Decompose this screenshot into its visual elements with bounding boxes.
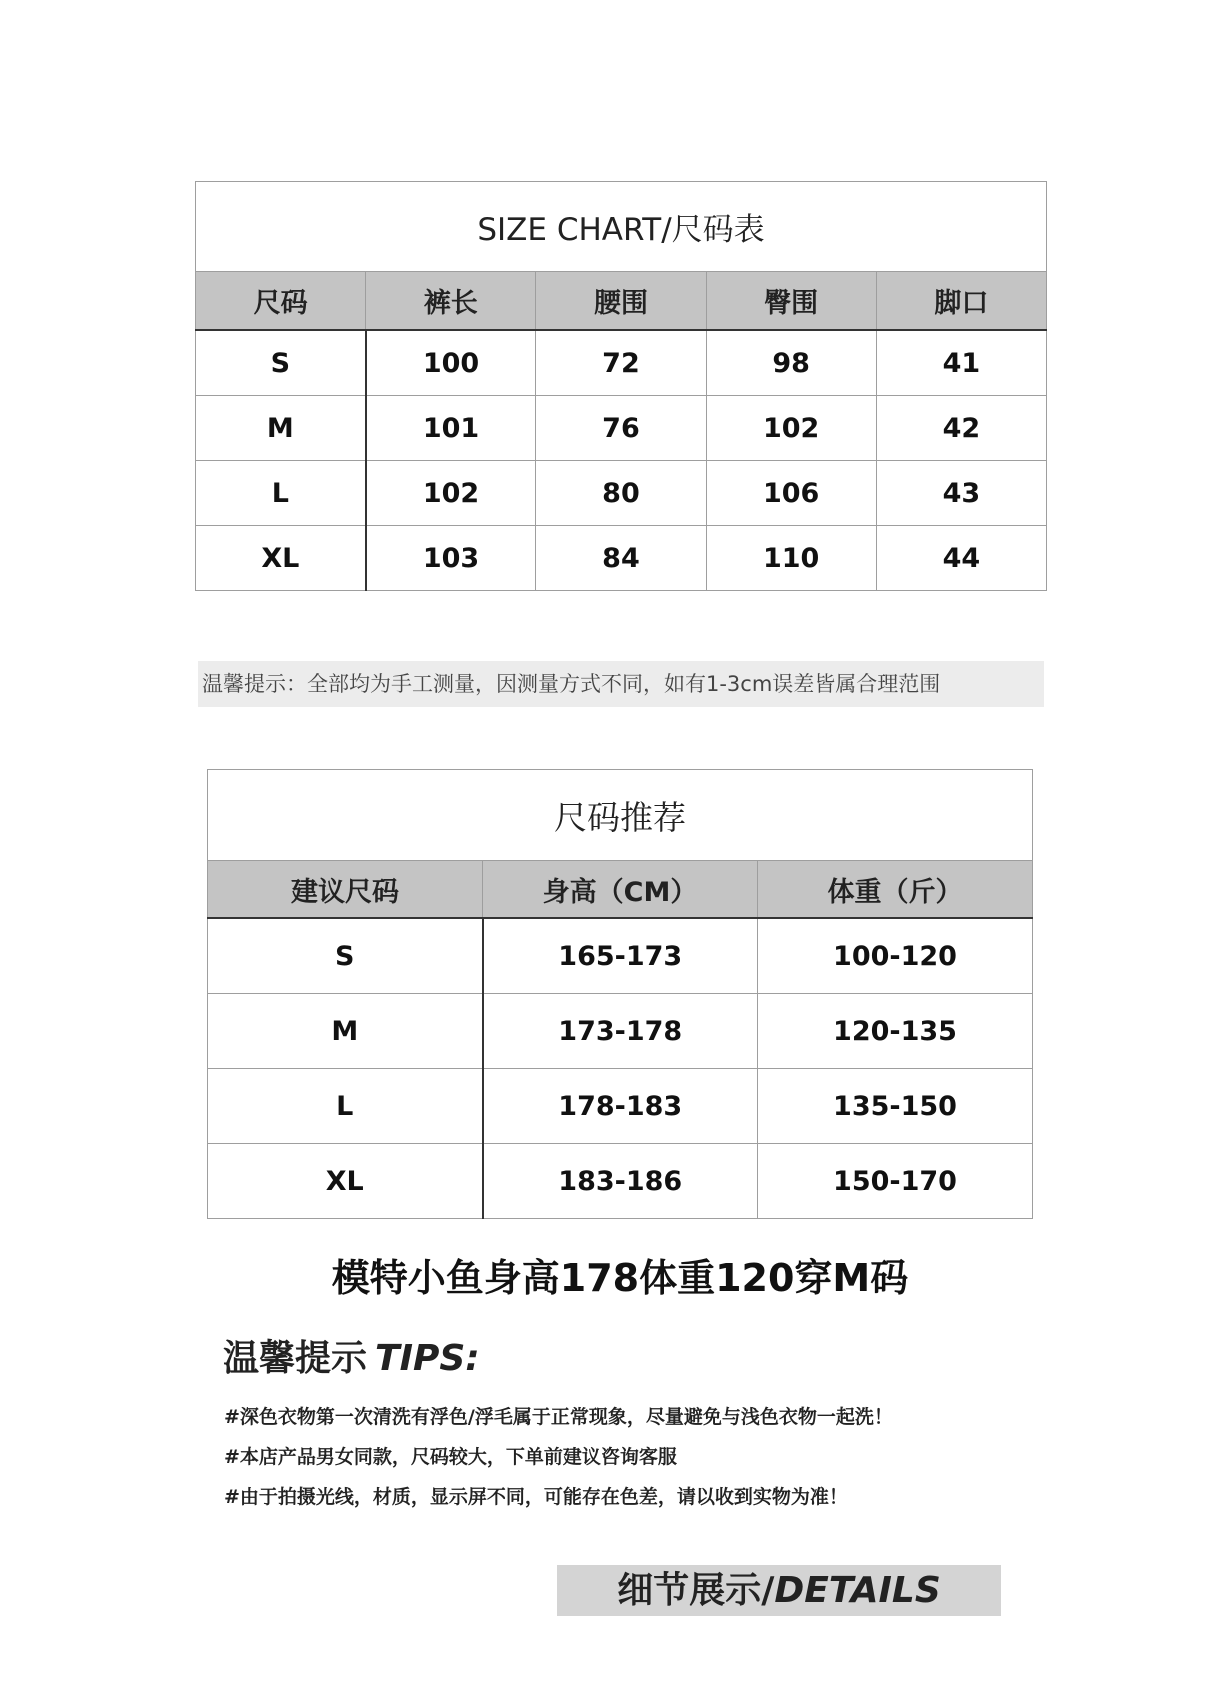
table-row xyxy=(196,330,1047,396)
list-item: #深色衣物第一次清洗有浮色/浮毛属于正常现象，尽量避免与浅色衣物一起洗！ xyxy=(224,1406,893,1428)
table-cell: 120-135 xyxy=(758,994,1033,1069)
table-row xyxy=(196,526,1047,591)
table-cell: 76 xyxy=(536,396,706,461)
column-header: 臀围 xyxy=(706,272,876,331)
table-cell: 110 xyxy=(706,526,876,591)
table-cell: 102 xyxy=(366,461,536,526)
table-cell: M xyxy=(208,994,483,1069)
measurement-notice: 温馨提示：全部均为手工测量，因测量方式不同，如有1-3cm误差皆属合理范围 xyxy=(198,661,1044,707)
details-banner xyxy=(557,1565,1001,1616)
table-cell: 43 xyxy=(876,461,1046,526)
column-header: 身高（CM） xyxy=(483,861,758,919)
model-note: 模特小鱼身高178体重120穿M码 xyxy=(331,1256,909,1300)
table-row xyxy=(196,396,1047,461)
size-recommendation-table xyxy=(207,769,1033,1219)
table-cell: L xyxy=(208,1069,483,1144)
table-cell: L xyxy=(196,461,366,526)
table-cell: XL xyxy=(196,526,366,591)
table-cell: 100-120 xyxy=(758,918,1033,994)
column-header: 建议尺码 xyxy=(208,861,483,919)
table-cell: 41 xyxy=(876,330,1046,396)
table-cell: 178-183 xyxy=(483,1069,758,1144)
table-cell: 106 xyxy=(706,461,876,526)
table-row xyxy=(208,1069,1033,1144)
tips-heading xyxy=(223,1330,480,1381)
table-cell: 72 xyxy=(536,330,706,396)
table-cell: XL xyxy=(208,1144,483,1219)
table-cell: 98 xyxy=(706,330,876,396)
table-row xyxy=(208,1144,1033,1219)
table-cell: 103 xyxy=(366,526,536,591)
column-header: 裤长 xyxy=(366,272,536,331)
list-item: #本店产品男女同款，尺码较大，下单前建议咨询客服 xyxy=(224,1446,677,1468)
column-header: 腰围 xyxy=(536,272,706,331)
size-chart-table xyxy=(195,181,1047,591)
table-cell: 84 xyxy=(536,526,706,591)
column-header: 脚口 xyxy=(876,272,1046,331)
details-banner-en: DETAILS xyxy=(774,1570,941,1611)
column-header: 体重（斤） xyxy=(758,861,1033,919)
table-cell: 42 xyxy=(876,396,1046,461)
table-cell: 173-178 xyxy=(483,994,758,1069)
recommendation-header-row xyxy=(208,861,1033,919)
recommendation-title: 尺码推荐 xyxy=(208,770,1033,861)
column-header: 尺码 xyxy=(196,272,366,331)
tips-list xyxy=(224,1397,893,1517)
size-chart-title: SIZE CHART/尺码表 xyxy=(196,182,1047,272)
list-item: #由于拍摄光线，材质，显示屏不同，可能存在色差，请以收到实物为准！ xyxy=(224,1486,848,1508)
table-cell: 183-186 xyxy=(483,1144,758,1219)
tips-heading-cn: 温馨提示 xyxy=(223,1338,368,1379)
table-cell: M xyxy=(196,396,366,461)
table-cell: 44 xyxy=(942,542,981,574)
table-cell: 80 xyxy=(536,461,706,526)
table-cell: 100 xyxy=(366,330,536,396)
table-cell: 150-170 xyxy=(833,1165,957,1197)
tips-heading-en: TIPS: xyxy=(375,1338,480,1379)
details-banner-cn: 细节展示/ xyxy=(617,1570,775,1611)
table-cell: 135-150 xyxy=(758,1069,1033,1144)
table-row xyxy=(208,918,1033,994)
table-cell: S xyxy=(208,918,483,994)
table-cell: 165-173 xyxy=(483,918,758,994)
size-chart-header-row xyxy=(196,272,1047,331)
table-cell: 102 xyxy=(706,396,876,461)
table-cell: 101 xyxy=(366,396,536,461)
table-cell: S xyxy=(196,330,366,396)
table-row xyxy=(208,994,1033,1069)
table-row xyxy=(196,461,1047,526)
